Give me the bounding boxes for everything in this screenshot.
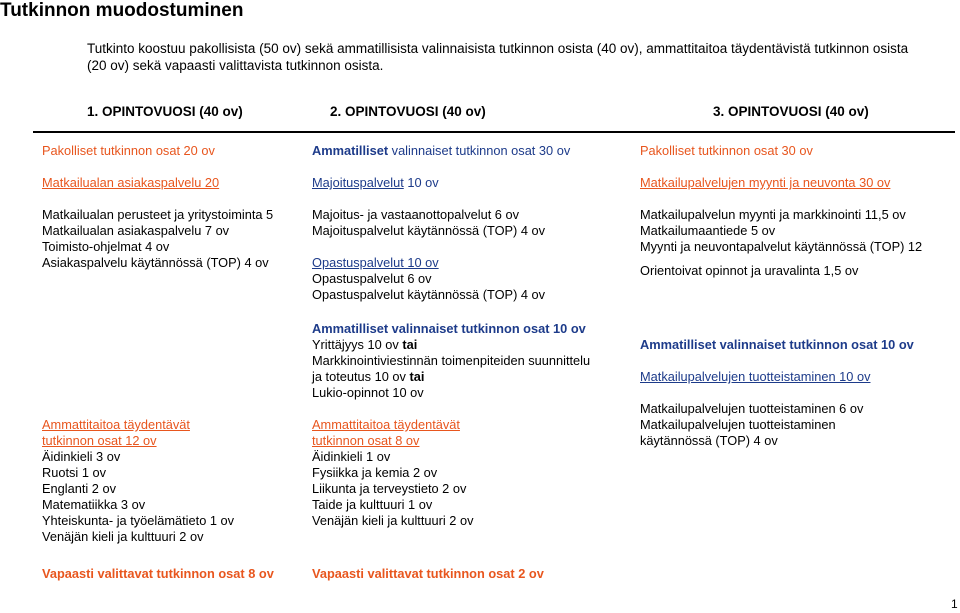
col3-sub-heading: Matkailupalvelujen myynti ja neuvonta 30 ov: [640, 175, 891, 190]
list-item: Opastuspalvelut käytännössä (TOP) 4 ov: [312, 287, 546, 302]
col3-amm10-block: [640, 337, 914, 449]
col2-majoitus-link: Majoituspalvelut: [312, 175, 404, 190]
col1-vapaasti: Vapaasti valittavat tutkinnon osat 8 ov: [42, 566, 274, 581]
list-item: [312, 369, 590, 385]
col2-amm10-heading: Ammatilliset valinnaiset tutkinnon osat 10 ov: [312, 321, 586, 336]
col2-ammattitaito-heading-1: Ammattitaitoa täydentävät: [312, 417, 460, 432]
column-year-2: [312, 143, 570, 303]
col3-amm10-heading: Ammatilliset valinnaiset tutkinnon osat 10 ov: [640, 337, 914, 352]
tai-label: tai: [402, 337, 418, 352]
list-item: Venäjän kieli ja kulttuuri 2 ov: [42, 529, 204, 544]
list-item: Venäjän kieli ja kulttuuri 2 ov: [312, 513, 474, 528]
list-item: Englanti 2 ov: [42, 481, 116, 496]
col3-pakolliset: Pakolliset tutkinnon osat 30 ov: [640, 143, 813, 158]
col1-ammattitaito-heading-2: tutkinnon osat 12 ov: [42, 433, 157, 448]
list-item: Myynti ja neuvontapalvelut käytännössä (TOP) 12: [640, 239, 923, 254]
list-item: Äidinkieli 1 ov: [312, 449, 391, 464]
intro-text: [87, 40, 908, 74]
list-item: Matematiikka 3 ov: [42, 497, 146, 512]
page-title: Tutkinnon muodostuminen: [0, 0, 244, 21]
col2-amm10-block: [312, 321, 590, 401]
col2-ammatilliset-rest: valinnaiset tutkinnon osat 30 ov: [388, 143, 571, 158]
col2-majoitus-list: [312, 207, 570, 239]
col2-ammattitaito-heading-2: tutkinnon osat 8 ov: [312, 433, 420, 448]
col2-opastus-heading: Opastuspalvelut 10 ov: [312, 255, 439, 270]
list-item: Fysiikka ja kemia 2 ov: [312, 465, 438, 480]
intro-line-2: (20 ov) sekä vapaasti valittavista tutkinnon osista.: [87, 58, 384, 73]
col3-orientoivat: Orientoivat opinnot ja uravalinta 1,5 ov: [640, 263, 859, 278]
col1-ammattitaito-block: [42, 417, 234, 545]
col1-pakolliset: Pakolliset tutkinnon osat 20 ov: [42, 143, 215, 158]
list-item: Matkailupalvelujen tuotteistaminen: [640, 417, 836, 432]
header-year-3: 3. OPINTOVUOSI (40 ov): [713, 104, 869, 119]
list-item: Yhteiskunta- ja työelämätieto 1 ov: [42, 513, 235, 528]
list-item: Ruotsi 1 ov: [42, 465, 107, 480]
list-item: [312, 337, 590, 353]
list-item: Lukio-opinnot 10 ov: [312, 385, 424, 400]
list-item: Äidinkieli 3 ov: [42, 449, 121, 464]
list-item: Matkailumaantiede 5 ov: [640, 223, 776, 238]
col1-ammattitaito-heading-1: Ammattitaitoa täydentävät: [42, 417, 190, 432]
col1-sub-heading: Matkailualan asiakaspalvelu 20: [42, 175, 220, 190]
col2-majoitus-heading: [312, 175, 570, 191]
list-item: Toimisto-ohjelmat 4 ov: [42, 239, 170, 254]
header-divider: [33, 131, 955, 133]
col3-item-list: [640, 207, 922, 255]
tai-label: tai: [409, 369, 425, 384]
column-year-1: [42, 143, 273, 271]
list-item: Matkailualan perusteet ja yritystoiminta 5: [42, 207, 274, 222]
col2-ammattitaito-block: [312, 417, 473, 529]
col3-tuotteistaminen-heading: Matkailupalvelujen tuotteistaminen 10 ov: [640, 369, 871, 384]
col3-tuot-list: [640, 401, 914, 449]
col2-ammatilliset-heading: [312, 143, 570, 159]
list-item: Liikunta ja terveystieto 2 ov: [312, 481, 467, 496]
list-item: käytännössä (TOP) 4 ov: [640, 433, 778, 448]
list-item: Markkinointiviestinnän toimenpiteiden suunnittelu: [312, 353, 591, 368]
header-year-2: 2. OPINTOVUOSI (40 ov): [330, 104, 486, 119]
list-item: Majoitus- ja vastaanottopalvelut 6 ov: [312, 207, 519, 222]
col1-item-list: [42, 207, 273, 271]
column-year-3: [640, 143, 922, 279]
col2-ammatilliset-bold: Ammatilliset: [312, 143, 389, 158]
list-item: Asiakaspalvelu käytännössä (TOP) 4 ov: [42, 255, 269, 270]
list-item: Matkailupalvelujen tuotteistaminen 6 ov: [640, 401, 864, 416]
header-year-1: 1. OPINTOVUOSI (40 ov): [87, 104, 243, 119]
col2-majoitus-ov: 10 ov: [403, 175, 439, 190]
list-item: Matkailupalvelun myynti ja markkinointi 11,5 ov: [640, 207, 906, 222]
list-item: Matkailualan asiakaspalvelu 7 ov: [42, 223, 230, 238]
list-item: Majoituspalvelut käytännössä (TOP) 4 ov: [312, 223, 546, 238]
col2-yrittajyys: Yrittäjyys 10 ov: [312, 337, 403, 352]
page-number: 1: [951, 597, 958, 611]
list-item: Taide ja kulttuuri 1 ov: [312, 497, 433, 512]
intro-line-1: Tutkinto koostuu pakollisista (50 ov) sekä ammatillisista valinnaisista tutkinnon osista (40 ov), ammattitaitoa täydentävistä tutkinnon osista: [87, 41, 909, 56]
col2-markk-toteutus: ja toteutus 10 ov: [312, 369, 410, 384]
list-item: Opastuspalvelut 6 ov: [312, 271, 432, 286]
col2-vapaasti: Vapaasti valittavat tutkinnon osat 2 ov: [312, 566, 544, 581]
